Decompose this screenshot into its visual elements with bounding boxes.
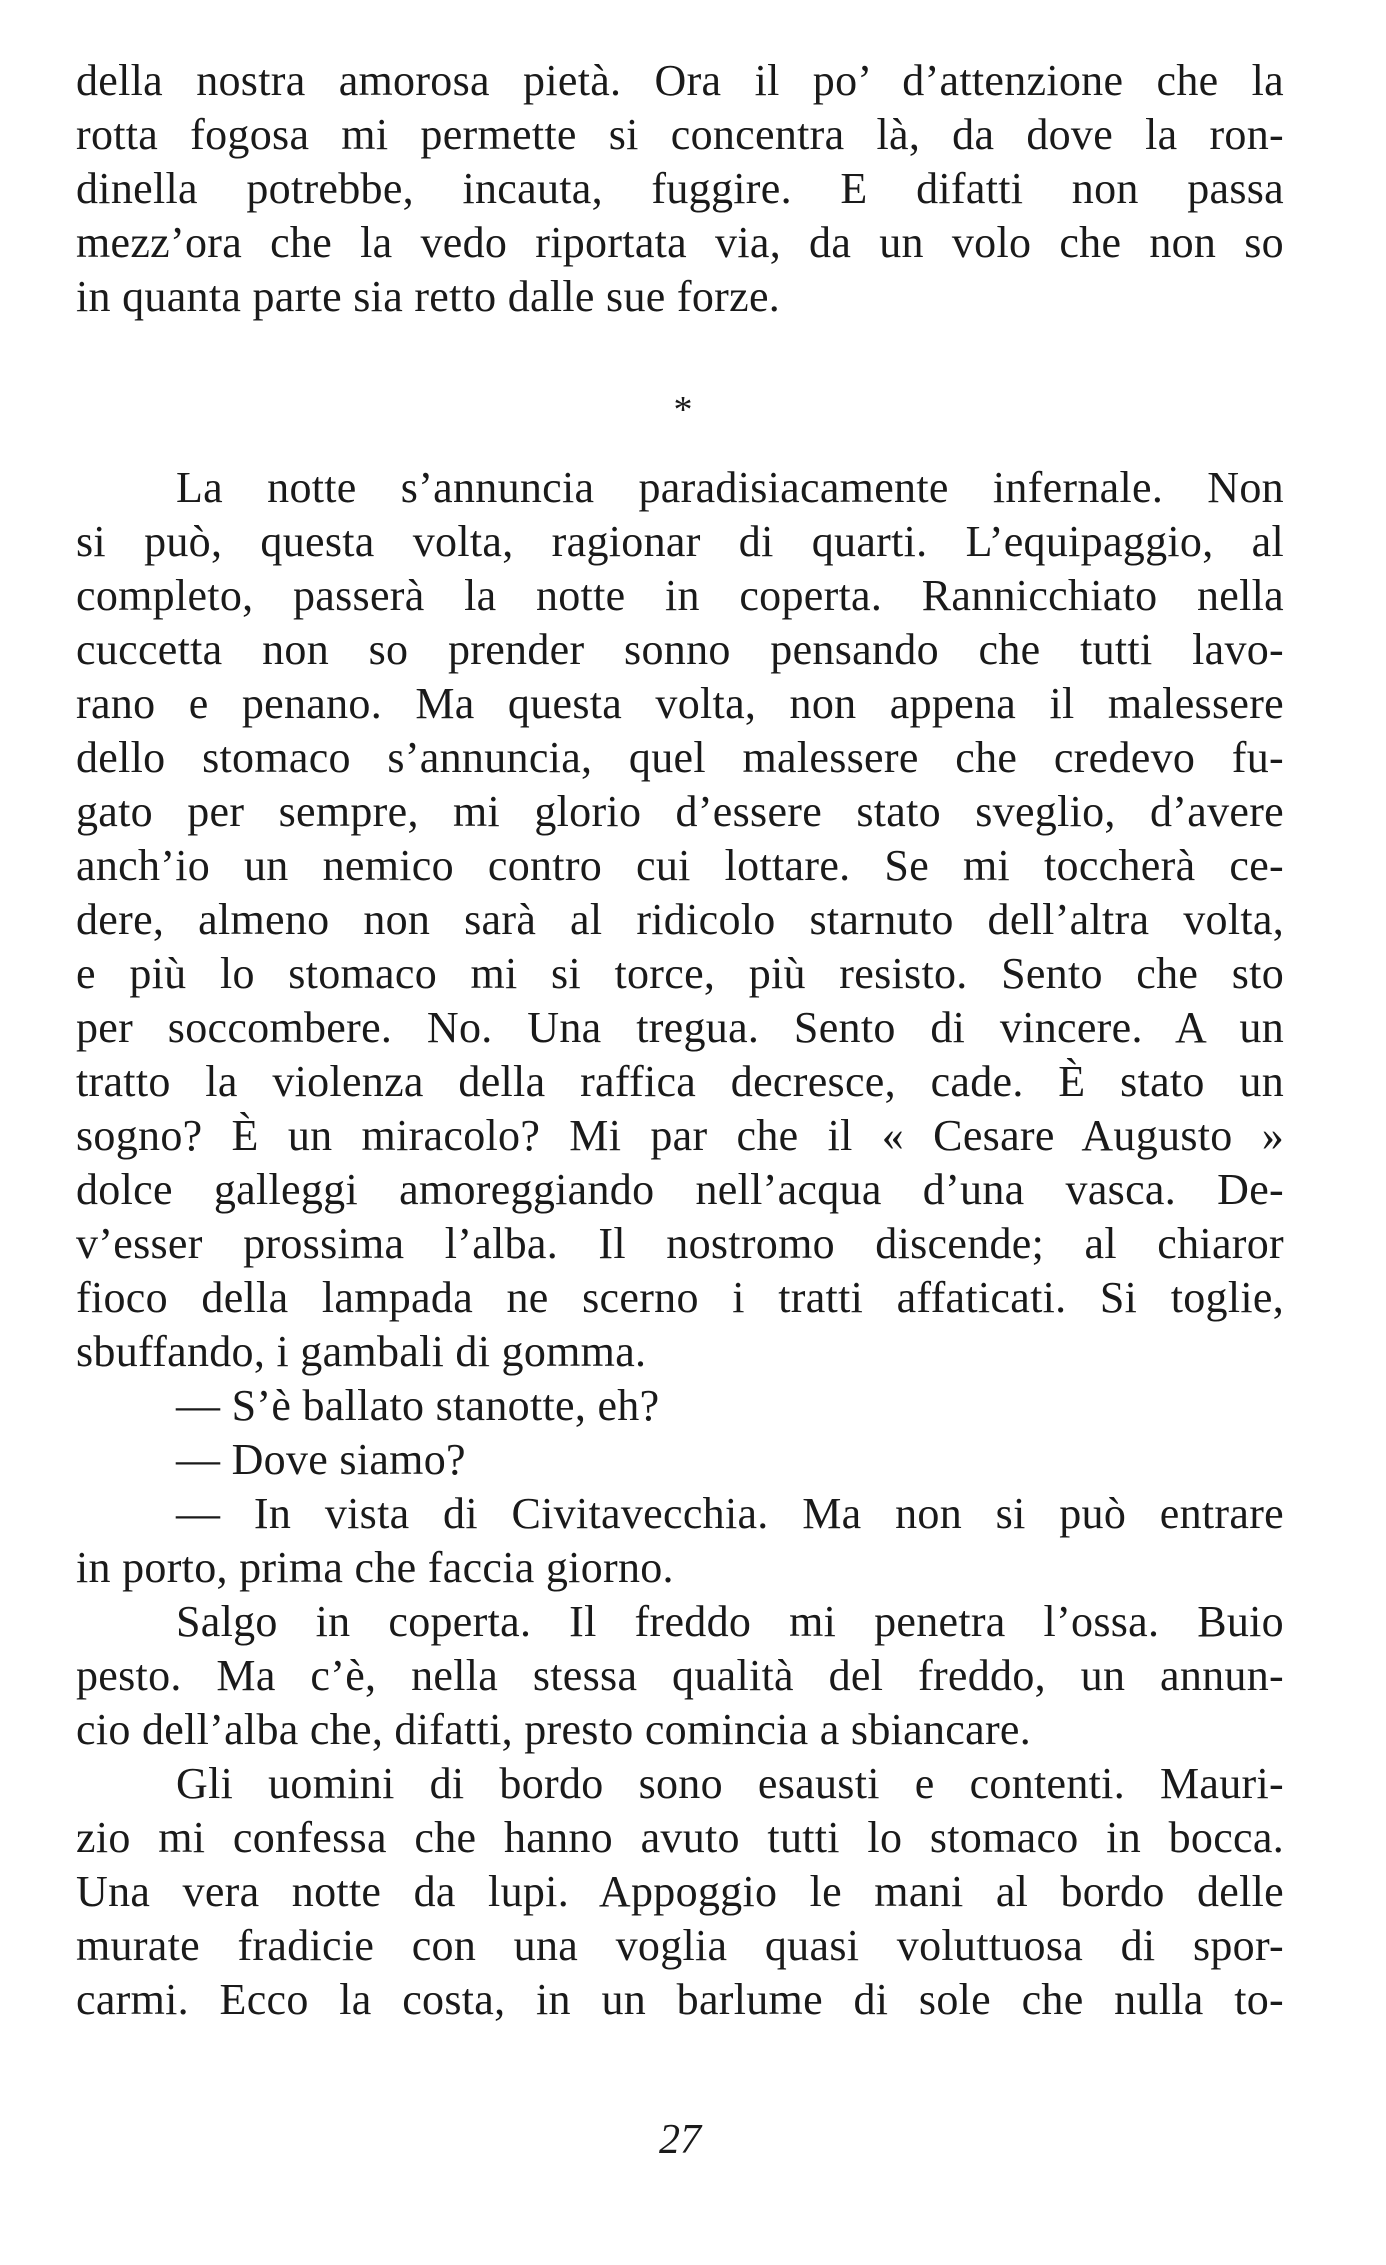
- text-line: rano e penano. Ma questa volta, non appena il malessere: [76, 679, 1284, 728]
- text-line: cuccetta non so prender sonno pensando che tutti lavo-: [76, 625, 1284, 674]
- text-line: zio mi confessa che hanno avuto tutti lo stomaco in bocca.: [76, 1813, 1284, 1862]
- text-line: dello stomaco s’annuncia, quel malessere che credevo fu-: [76, 733, 1284, 782]
- text-line: cio dell’alba che, difatti, presto comincia a sbiancare.: [76, 1705, 1032, 1754]
- text-line: in porto, prima che faccia giorno.: [76, 1543, 674, 1592]
- dialogue-line: — In vista di Civitavecchia. Ma non si può entrare: [176, 1489, 1284, 1538]
- text-line: e più lo stomaco mi si torce, più resisto. Sento che sto: [76, 949, 1284, 998]
- text-line: rotta fogosa mi permette si concentra là, da dove la ron-: [76, 110, 1284, 159]
- text-line: carmi. Ecco la costa, in un barlume di sole che nulla to-: [76, 1975, 1284, 2024]
- text-line: mezz’ora che la vedo riportata via, da un volo che non so: [76, 218, 1284, 267]
- text-line: tratto la violenza della raffica decresce, cade. È stato un: [76, 1057, 1284, 1106]
- text-line: Salgo in coperta. Il freddo mi penetra l’ossa. Buio: [176, 1597, 1284, 1646]
- text-line: La notte s’annuncia paradisiacamente infernale. Non: [176, 463, 1284, 512]
- text-line: Gli uomini di bordo sono esausti e contenti. Mauri-: [176, 1759, 1284, 1808]
- dialogue-line: — S’è ballato stanotte, eh?: [176, 1381, 660, 1430]
- text-line: della nostra amorosa pietà. Ora il po’ d’attenzione che la: [76, 56, 1284, 105]
- text-line: anch’io un nemico contro cui lottare. Se mi toccherà ce-: [76, 841, 1284, 890]
- text-line: pesto. Ma c’è, nella stessa qualità del freddo, un annun-: [76, 1651, 1284, 1700]
- text-line: gato per sempre, mi glorio d’essere stato sveglio, d’avere: [76, 787, 1284, 836]
- text-line: si può, questa volta, ragionar di quarti. L’equipaggio, al: [76, 517, 1284, 566]
- text-line: in quanta parte sia retto dalle sue forze.: [76, 272, 781, 321]
- text-line: Una vera notte da lupi. Appoggio le mani al bordo delle: [76, 1867, 1284, 1916]
- page-number: 27: [659, 2117, 701, 2163]
- text-line: v’esser prossima l’alba. Il nostromo discende; al chiaror: [76, 1219, 1284, 1268]
- text-line: completo, passerà la notte in coperta. Rannicchiato nella: [76, 571, 1284, 620]
- text-line: sogno? È un miracolo? Mi par che il « Cesare Augusto »: [76, 1111, 1284, 1160]
- dialogue-line: — Dove siamo?: [176, 1435, 466, 1484]
- text-line: per soccombere. No. Una tregua. Sento di vincere. A un: [76, 1003, 1284, 1052]
- section-separator: *: [673, 389, 693, 431]
- text-line: fioco della lampada ne scerno i tratti affaticati. Si toglie,: [76, 1273, 1284, 1322]
- text-line: dinella potrebbe, incauta, fuggire. E difatti non passa: [76, 164, 1284, 213]
- text-line: dere, almeno non sarà al ridicolo starnuto dell’altra volta,: [76, 895, 1284, 944]
- text-line: dolce galleggi amoreggiando nell’acqua d’una vasca. De-: [76, 1165, 1284, 1214]
- text-line: sbuffando, i gambali di gomma.: [76, 1327, 647, 1376]
- text-line: murate fradicie con una voglia quasi voluttuosa di spor-: [76, 1921, 1284, 1970]
